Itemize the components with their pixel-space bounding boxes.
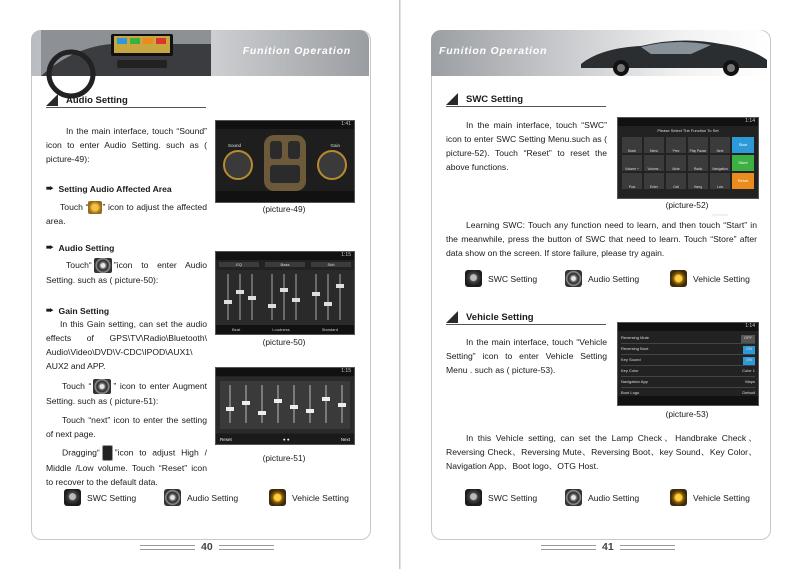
augment-text: [46, 379, 207, 408]
steering-wheel-icon: [64, 489, 81, 506]
row-label: Reversing Boot: [621, 346, 649, 351]
row-value: ON: [743, 346, 755, 354]
swc-screen-title: Please Select The Function To Set: [657, 128, 719, 133]
status-time: 1:14: [745, 323, 755, 329]
augment-knob-icon: [93, 379, 111, 394]
status-bar: [216, 368, 354, 376]
swc-function-button[interactable]: Mode: [622, 137, 642, 153]
vehicle-intro-text: In the main interface, touch “Vehicle Setting” icon to enter Vehicle Setting Menu . such as ( picture-53).: [446, 337, 607, 375]
swc-function-button[interactable]: Pow: [622, 173, 642, 189]
audio-setting-text: [46, 258, 207, 287]
page-number-text: 41: [602, 541, 614, 553]
swc-intro-text: In the main interface, touch “SWC” icon to enter SWC Setting Menu.such as ( picture-52). Touch “Reset” to reset the above functions.: [446, 120, 607, 172]
swc-function-button[interactable]: Mute: [666, 155, 686, 171]
nav-bar: [618, 396, 758, 405]
car-dashboard-image: [41, 30, 211, 76]
page-banner: [31, 30, 369, 76]
right-page: [401, 0, 800, 569]
caption-picture-53: (picture-53): [665, 409, 709, 419]
swc-function-button[interactable]: Navigation: [710, 155, 730, 171]
banner-title: Funition Operation: [242, 45, 351, 57]
text-part: ” icon to adjust the affected area.: [46, 202, 207, 227]
gain-text: In this Gain setting, can set the audio effects of GPS\TV\Radio\Bluetooth\ Audio\Video\DVD\V-CDC\IPOD\AUX1\ AUX2 and APP.: [46, 319, 207, 371]
link-vehicle-setting[interactable]: [269, 489, 349, 506]
text-part: Touch“: [66, 260, 92, 270]
left-page: [0, 0, 399, 569]
subhead-text: Audio Setting: [58, 242, 115, 253]
link-label: Audio Setting: [588, 492, 640, 503]
eq-tabs: [219, 262, 351, 267]
row-label: Key Color: [621, 368, 639, 373]
screenshot-picture-50: [215, 251, 355, 335]
row-value: Maps: [745, 379, 755, 384]
slider-handle-icon: [102, 445, 113, 461]
car-seat-diagram: [216, 129, 354, 202]
audio-knob-icon: [94, 258, 112, 273]
page-number-text: 40: [201, 541, 213, 553]
row-label: Reversing Mute: [621, 335, 650, 340]
vehicle-features-text: In this Vehicle setting, can set the Lamp Check、Handbrake Check、Reversing Check、Reversing Mute、Reversing Boot、key Sound、Key Color、Navigation App、Boot logo、OTG Host.: [446, 433, 757, 471]
section-title: Vehicle Setting: [466, 311, 534, 323]
screenshot-picture-53: [617, 322, 759, 406]
settings-row[interactable]: [621, 355, 755, 366]
status-bar: [618, 118, 758, 126]
swc-function-button[interactable]: Radio: [688, 155, 708, 171]
swc-function-button[interactable]: Enter: [644, 173, 664, 189]
heading-rule: [446, 324, 606, 325]
loudness-toggle[interactable]: Loudness: [272, 327, 290, 332]
vehicle-settings-list: [621, 333, 755, 398]
arrow-bullet-icon: ➨: [46, 305, 54, 315]
row-label: Boot Logo: [621, 390, 640, 395]
text-part: ”icon to enter Audio Setting. such as ( picture-50):: [46, 260, 207, 286]
link-swc-setting[interactable]: [465, 270, 537, 287]
start-button[interactable]: Start: [732, 137, 754, 153]
text-part: Touch “: [60, 202, 89, 212]
text-part: ” icon to enter Augment Setting. such as ( picture-51):: [46, 381, 207, 407]
link-audio-setting[interactable]: [565, 270, 639, 287]
link-audio-setting[interactable]: [164, 489, 238, 506]
link-label: Vehicle Setting: [693, 492, 750, 503]
link-vehicle-setting[interactable]: [670, 270, 750, 287]
swc-function-button[interactable]: Volume -: [644, 155, 664, 171]
screenshot-picture-49: [215, 120, 355, 203]
next-button[interactable]: Next: [340, 436, 350, 442]
store-button[interactable]: Store: [732, 155, 754, 171]
vehicle-gear-icon: [670, 489, 687, 506]
standard-preset[interactable]: Standard: [321, 327, 338, 332]
status-time: 1:15: [341, 368, 351, 374]
caption-picture-49: (picture-49): [262, 204, 306, 214]
caption-picture-50: (picture-50): [262, 337, 306, 347]
subhead-audio-setting: [46, 242, 114, 253]
link-label: SWC Setting: [488, 492, 538, 503]
section-heading-vehicle: [446, 311, 534, 323]
swc-function-button[interactable]: Play Pause: [688, 137, 708, 153]
status-bar: [618, 323, 758, 331]
speaker-knob-icon: [565, 489, 582, 506]
arrow-bullet-icon: ➨: [46, 242, 54, 252]
page-number: [140, 541, 274, 553]
speaker-knob-icon: [164, 489, 181, 506]
screenshot-picture-51: [215, 367, 355, 445]
triangle-marker-icon: [446, 311, 458, 323]
audio-area-text: [46, 200, 207, 228]
text-part: ”icon to adjust High / Middle /Low volume. Touch “Reset” icon to recover to the default data.: [46, 447, 207, 487]
swc-function-button[interactable]: Hang: [688, 173, 708, 189]
tab-sub[interactable]: Sub: [311, 262, 351, 267]
triangle-marker-icon: [46, 94, 58, 106]
swc-side-buttons: [732, 137, 754, 189]
swc-function-button[interactable]: Volume +: [622, 155, 642, 171]
tab-eq[interactable]: EQ: [219, 262, 259, 267]
row-value: Color 1: [742, 368, 755, 373]
row-value: OFF: [741, 335, 755, 343]
link-audio-setting[interactable]: [565, 489, 639, 506]
arrow-bullet-icon: ➨: [46, 183, 54, 193]
link-swc-setting[interactable]: [64, 489, 136, 506]
learn-swc-text: Learning SWC: Touch any function need to learn, and then touch “Start” in the meanwhile, press the button of SWC that need to learn. Touch “Store” after data show on the screen. If store failure, please try again.: [446, 220, 757, 258]
steering-wheel-icon: [465, 270, 482, 287]
settings-row[interactable]: [621, 377, 755, 388]
swc-function-button[interactable]: Menu: [644, 137, 664, 153]
caption-picture-52: (picture-52): [665, 200, 709, 210]
caption-picture-51: (picture-51): [262, 453, 306, 463]
seat-position-icon: [88, 201, 102, 214]
link-label: SWC Setting: [87, 492, 137, 503]
section-heading-swc: [446, 93, 523, 105]
subhead-audio-area: [46, 183, 172, 194]
swc-function-button[interactable]: Call: [666, 173, 686, 189]
vehicle-gear-icon: [269, 489, 286, 506]
gain-bottom-bar: [216, 434, 354, 444]
status-bar: [216, 121, 354, 129]
next-text: Touch “next” icon to enter the setting of next page.: [46, 415, 207, 439]
gain-label: Gain: [330, 143, 340, 148]
text-part: Dragging“: [62, 447, 100, 458]
steering-wheel-icon: [465, 489, 482, 506]
section-title: Audio Setting: [66, 94, 128, 106]
reset-button[interactable]: Reset: [732, 173, 754, 189]
link-label: Vehicle Setting: [693, 273, 750, 284]
heading-rule: [446, 106, 606, 107]
link-vehicle-setting[interactable]: [670, 489, 750, 506]
heading-rule: [46, 107, 206, 108]
divider: [140, 545, 195, 550]
row-value: ON: [743, 357, 755, 365]
row-label: Key Sound: [621, 357, 641, 362]
link-label: Audio Setting: [187, 492, 239, 503]
status-time: 1:15: [341, 252, 351, 258]
divider: [541, 545, 596, 550]
drag-text: [46, 445, 207, 489]
audio-intro-text: In the main interface, touch “Sound” icon to enter Audio Setting. such as ( picture-49):: [46, 126, 207, 164]
tab-bass[interactable]: Bass: [265, 262, 305, 267]
settings-row[interactable]: [621, 344, 755, 355]
subhead-text: Gain Setting: [58, 305, 110, 316]
page-banner: [431, 30, 769, 76]
row-label: Navigation App: [621, 379, 648, 384]
subhead-text: Setting Audio Affected Area: [58, 183, 172, 194]
section-heading-audio: [46, 94, 128, 106]
vehicle-gear-icon: [670, 270, 687, 287]
slider-group: [216, 270, 354, 325]
swc-function-button[interactable]: Next: [710, 137, 730, 153]
speaker-knob-icon: [565, 270, 582, 287]
eq-bottom-bar: [216, 325, 354, 334]
settings-row[interactable]: [621, 333, 755, 344]
sound-label: Sound: [228, 143, 242, 148]
status-time: 1:41: [341, 121, 351, 127]
link-label: SWC Setting: [488, 273, 538, 284]
status-bar: [216, 252, 354, 260]
row-value: Default: [742, 390, 755, 395]
link-swc-setting[interactable]: [465, 489, 537, 506]
section-title: SWC Setting: [466, 93, 523, 105]
reset-button[interactable]: Reset: [220, 436, 232, 442]
settings-row[interactable]: [621, 366, 755, 377]
text-part: Touch “: [62, 381, 92, 391]
status-time: 1:14: [745, 118, 755, 124]
link-label: Vehicle Setting: [292, 492, 349, 503]
page-number: [541, 541, 675, 553]
banner-title: Funition Operation: [439, 45, 548, 57]
gain-slider-group: [216, 377, 354, 433]
triangle-marker-icon: [446, 93, 458, 105]
swc-function-button[interactable]: Low Impedance: [710, 173, 730, 189]
swc-function-button[interactable]: Prev: [666, 137, 686, 153]
divider: [620, 545, 675, 550]
beat-toggle[interactable]: Beat: [232, 327, 241, 332]
page-dots: ● ●: [282, 436, 290, 442]
sports-car-image: [571, 30, 771, 76]
divider: [219, 545, 274, 550]
link-label: Audio Setting: [588, 273, 640, 284]
subhead-gain-setting: [46, 305, 109, 316]
